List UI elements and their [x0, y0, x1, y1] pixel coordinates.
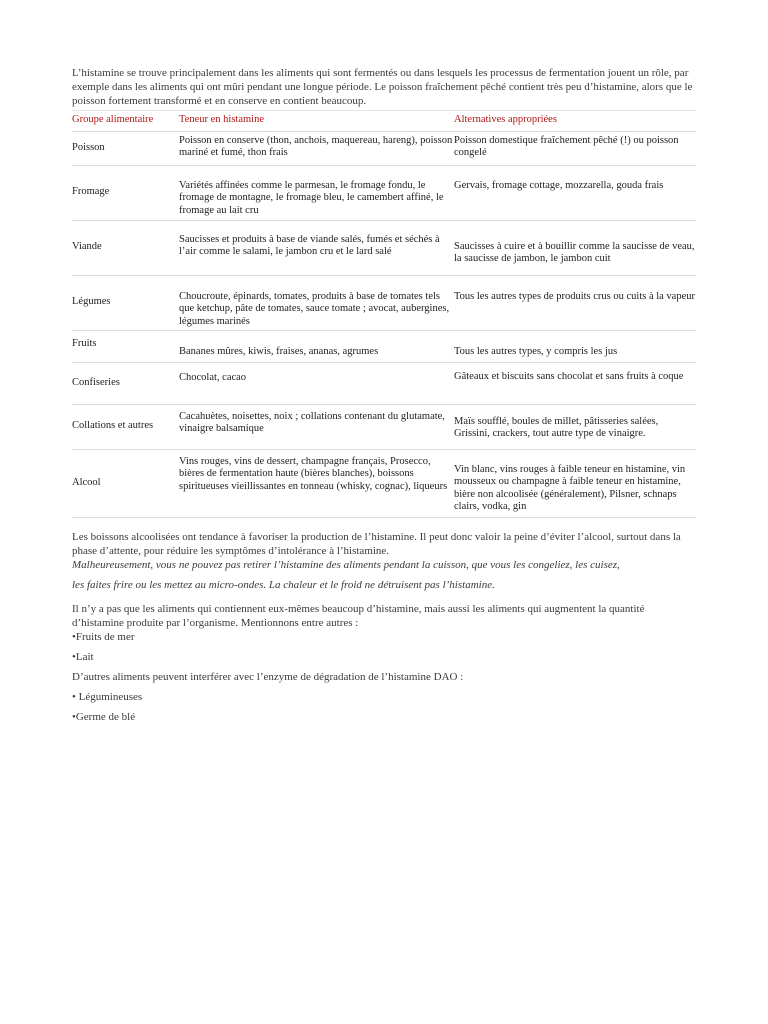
table-row: [72, 330, 696, 362]
row-alternatives: Saucisses à cuire et à bouillir comme la saucisse de veau, la saucisse de jambon, le jambon cuit: [454, 240, 695, 264]
row-group: Confiseries: [72, 362, 179, 404]
list-item: •Germe de blé: [72, 710, 136, 723]
row-alternatives: Poisson domestique fraîchement pêché (!) ou poisson congelé: [454, 134, 679, 158]
row-high-histamine: Poisson en conserve (thon, anchois, maquereau, hareng), poisson mariné et fumé, thon frais: [179, 134, 453, 158]
row-alternatives: Tous les autres types de produits crus ou cuits à la vapeur: [454, 290, 695, 302]
row-high-histamine: Saucisses et produits à base de viande salés, fumés et séchés à l’air comme le salami, le jambon cru et le lard salé: [179, 233, 440, 257]
row-high-histamine: Variétés affinées comme le parmesan, le fromage fondu, le fromage de montagne, le fromage bleu, le camembert affiné, le fromage au lait cru: [179, 179, 444, 216]
cooking-note-line-2: les faites frire ou les mettez au micro-ondes. La chaleur et le froid ne détruisent pas l’histamine.: [72, 578, 495, 591]
table-row: [72, 131, 696, 165]
header-food-group: Groupe alimentaire: [72, 111, 179, 132]
header-histamine-content: Teneur en histamine: [179, 111, 454, 132]
row-group: Fruits: [72, 337, 97, 349]
row-group: Légumes: [72, 275, 179, 330]
table-header-row: [72, 111, 696, 132]
table-row: [72, 362, 696, 404]
table-row: [72, 275, 696, 330]
list-item: •Fruits de mer: [72, 630, 135, 643]
row-group: Viande: [72, 220, 179, 275]
row-group: Collations et autres: [72, 404, 179, 449]
row-alternatives: Vin blanc, vins rouges à faible teneur en histamine, vin mousseux ou champagne à faible teneur en histamine, bière non alcoolisée (généralement), Pilsner, schnaps clairs, vodka, gin: [454, 463, 686, 512]
row-group: Fromage: [72, 165, 179, 220]
table-row: [72, 220, 696, 275]
row-high-histamine: Chocolat, cacao: [179, 371, 247, 383]
dao-intro: D’autres aliments peuvent interférer avec l’enzyme de dégradation de l’histamine DAO :: [72, 670, 464, 683]
document-page: [72, 66, 696, 724]
row-high-histamine: Choucroute, épinards, tomates, produits à base de tomates tels que ketchup, pâte de tomates, sauce tomate ; avocat, aubergines, légumes marinés: [179, 290, 450, 327]
row-high-histamine: Bananes mûres, kiwis, fraises, ananas, agrumes: [179, 345, 379, 357]
row-alternatives: Tous les autres types, y compris les jus: [454, 345, 618, 357]
row-alternatives: Maïs soufflé, boules de millet, pâtisseries salées, Grissini, crackers, tout autre type de vinaigre.: [454, 415, 659, 439]
row-high-histamine: Vins rouges, vins de dessert, champagne français, Prosecco, bières de fermentation haute (bières blanches), boissons spiritueuses vieillissantes en tonneau (whisky, cognac), liqueurs: [179, 455, 448, 492]
intro-paragraph: L’histamine se trouve principalement dans les aliments qui sont fermentés ou dans lesquels les processus de fermentation jouent un rôle, par exemple dans les aliments qui ont mûri pendant une longue période. Le poisson fraîchement pêché contient très peu d’histamine, alors que le poisson fortement transformé et en conserve en contient beaucoup.: [72, 67, 693, 107]
alcohol-note: Les boissons alcoolisées ont tendance à favoriser la production de l’histamine. Il peut donc valoir la peine d’éviter l’alcool, surtout dans la phase d’attente, pour réduire les symptômes d’intolérance à l’histamine.: [72, 530, 681, 557]
table-row: [72, 404, 696, 449]
table-row: [72, 449, 696, 517]
release-intro: Il n’y a pas que les aliments qui contiennent eux-mêmes beaucoup d’histamine, mais aussi les aliments qui augmentent la quantité d’histamine produite par l’organisme. Mentionnons entre autres :: [72, 602, 645, 629]
histamine-food-table: [72, 110, 696, 518]
list-item: •Lait: [72, 650, 94, 663]
cooking-note-line-1: Malheureusement, vous ne pouvez pas retirer l’histamine des aliments pendant la cuisson, que vous les congeliez, les cuisez,: [72, 558, 620, 571]
header-alternatives: Alternatives appropriées: [454, 111, 696, 132]
row-high-histamine: Cacahuètes, noisettes, noix ; collations contenant du glutamate, vinaigre balsamique: [179, 410, 445, 434]
list-item: • Légumineuses: [72, 690, 143, 703]
table-row: [72, 165, 696, 220]
row-group: Poisson: [72, 131, 179, 165]
row-alternatives: Gervais, fromage cottage, mozzarella, gouda frais: [454, 179, 664, 191]
row-group: Alcool: [72, 449, 179, 517]
row-alternatives: Gâteaux et biscuits sans chocolat et sans fruits à coque: [454, 370, 684, 382]
